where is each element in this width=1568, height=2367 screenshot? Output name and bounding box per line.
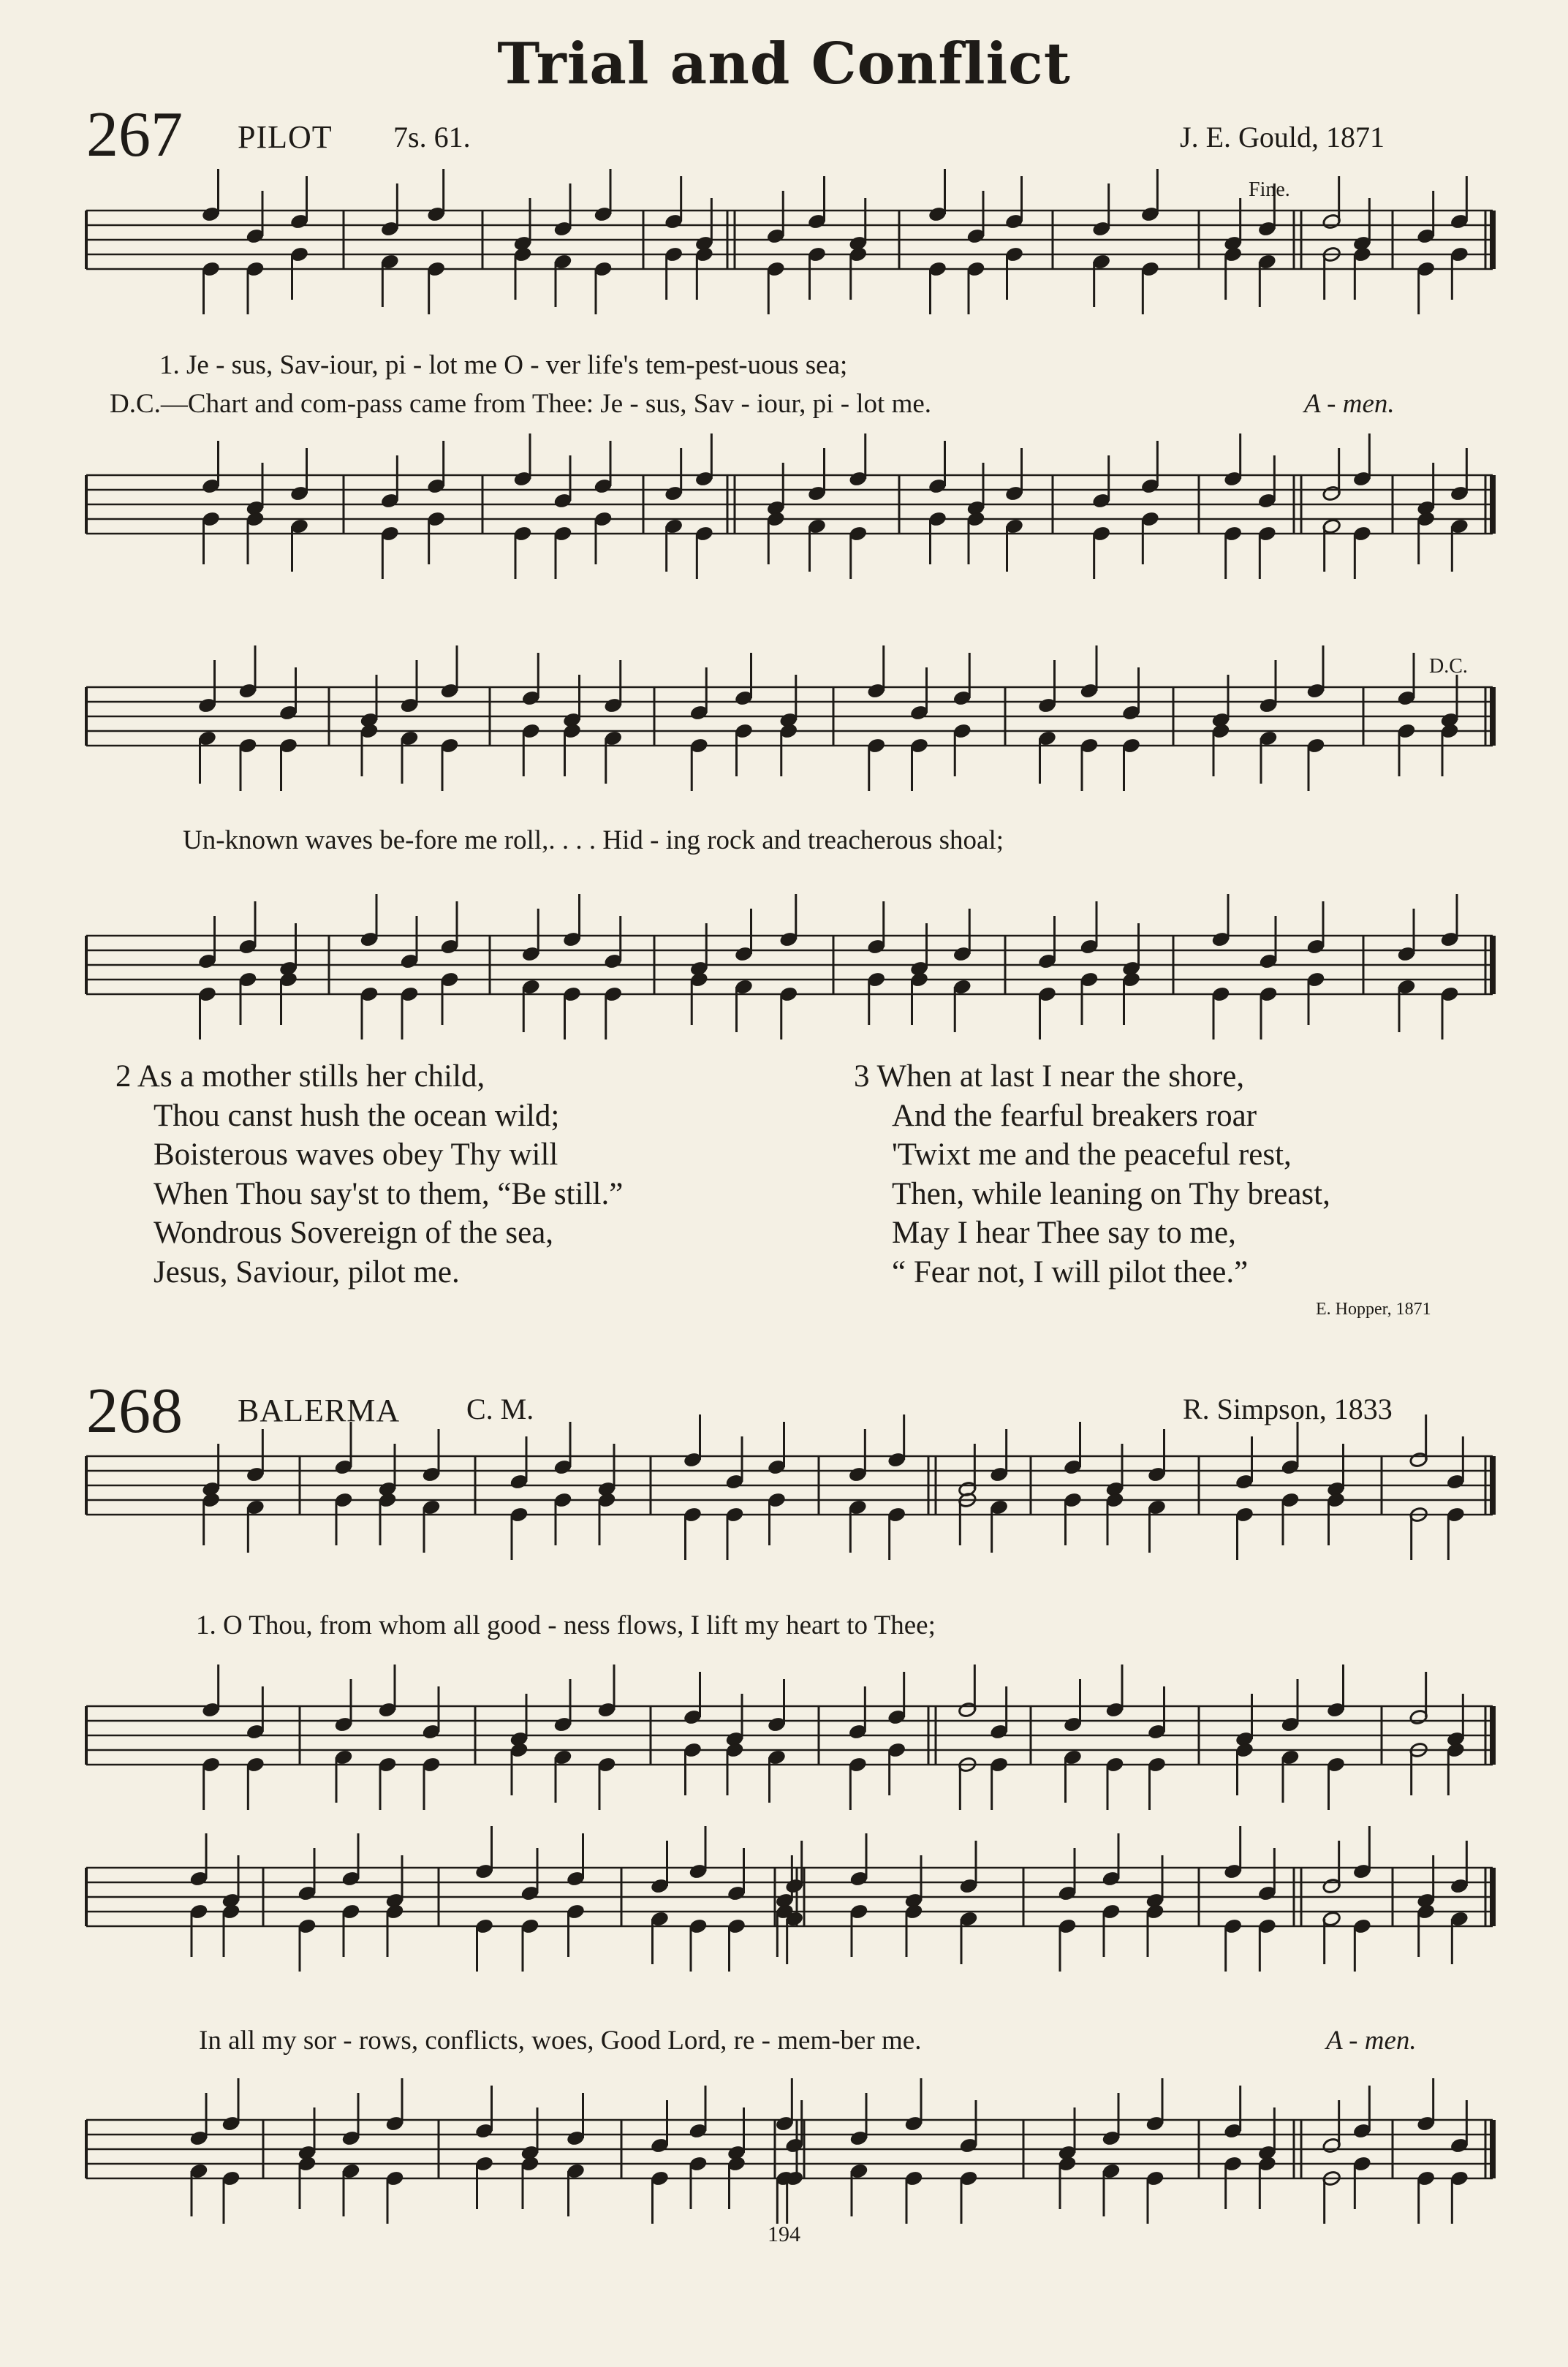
verse-line: May I hear Thee say to me, (892, 1216, 1236, 1250)
verse-number: 3 (854, 1059, 870, 1094)
verse-line: Wondrous Sovereign of the sea, (154, 1216, 554, 1250)
hymn-267-verse-2 (115, 1057, 623, 1292)
hymn-268-lyric-line-1: 1. O Thou, from whom all good - ness flows, I lift my heart to Thee; (196, 1610, 936, 1640)
hymn-267-verse-3 (854, 1057, 1330, 1292)
hymn-268-meter: C. M. (466, 1393, 534, 1425)
section-title: Trial and Conflict (497, 31, 1071, 97)
page-number: 194 (768, 2222, 800, 2246)
hymn-267-tune-name: PILOT (238, 119, 333, 155)
hymn-267-number: 267 (86, 99, 183, 170)
hymn-268-amen: A - men. (1326, 2026, 1417, 2056)
hymn-268-composer: R. Simpson, 1833 (1183, 1393, 1393, 1425)
verse-line: And the fearful breakers roar (892, 1098, 1257, 1133)
hymn-267-meter: 7s. 61. (393, 121, 471, 154)
hymn-267-lyric-dc-line: D.C.—Chart and com-pass came from Thee: Je - sus, Sav - iour, pi - lot me. (110, 389, 932, 419)
hymn-268-tune-name: BALERMA (238, 1393, 401, 1428)
hymn-268-lyric-line-2: In all my sor - rows, conflicts, woes, Good Lord, re - mem-ber me. (199, 2026, 922, 2056)
verse-line: As a mother stills her child, (137, 1059, 485, 1094)
verse-line: When at last I near the shore, (876, 1059, 1245, 1094)
verse-number: 2 (115, 1059, 132, 1094)
hymn-267-lyric-line-1: 1. Je - sus, Sav-iour, pi - lot me O - ver life's tem-pest-uous sea; (159, 350, 848, 380)
hymn-267-author: E. Hopper, 1871 (1316, 1300, 1431, 1319)
hymn-268-number: 268 (86, 1376, 183, 1447)
verse-line: Thou canst hush the ocean wild; (154, 1098, 560, 1133)
verse-line: When Thou say'st to them, “Be still.” (154, 1176, 624, 1211)
verse-line: “ Fear not, I will pilot thee.” (892, 1254, 1249, 1289)
hymn-267-amen: A - men. (1304, 389, 1395, 419)
fine-mark: Fine. (1249, 178, 1290, 201)
verse-line: 'Twixt me and the peaceful rest, (892, 1137, 1292, 1172)
verse-line: Boisterous waves obey Thy will (154, 1137, 558, 1172)
hymn-267-composer: J. E. Gould, 1871 (1180, 121, 1385, 154)
verse-line: Jesus, Saviour, pilot me. (154, 1254, 460, 1289)
dc-mark: D.C. (1429, 655, 1468, 678)
hymn-267-lyric-line-2: Un-known waves be-fore me roll,. . . . Hid - ing rock and treacherous shoal; (183, 825, 1004, 855)
verse-line: Then, while leaning on Thy breast, (892, 1176, 1330, 1211)
